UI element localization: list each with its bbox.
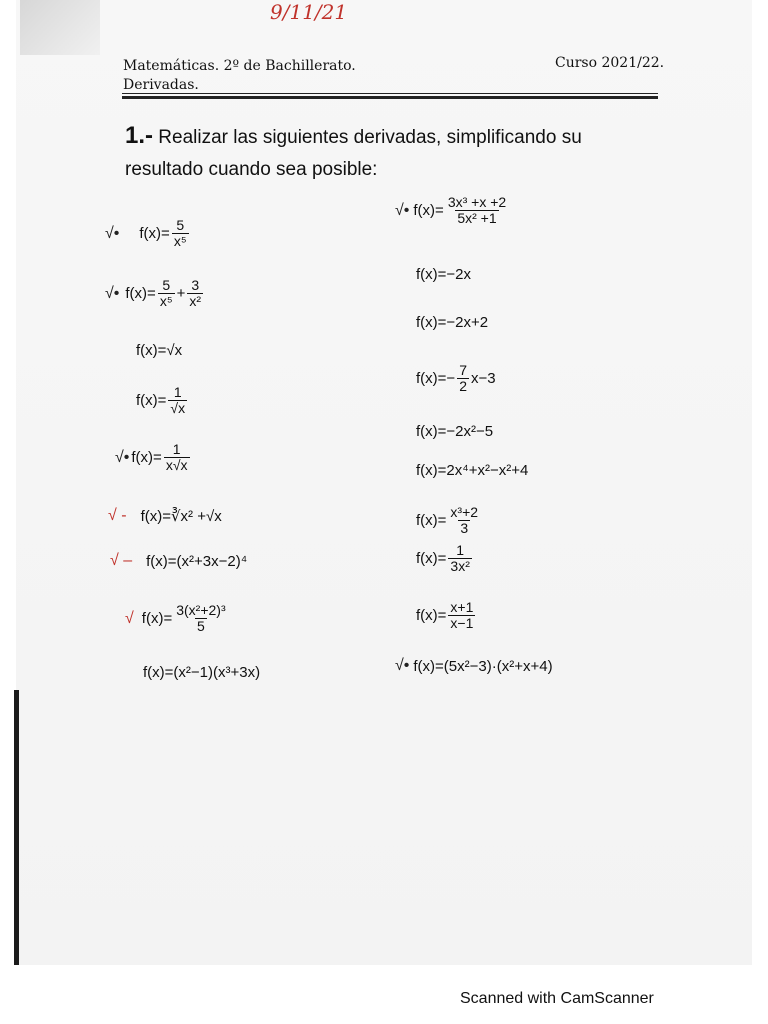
denominator: 3 (460, 520, 469, 536)
folded-corner (20, 0, 100, 55)
numerator: 1 (172, 441, 181, 457)
fraction (172, 218, 189, 249)
exercise-text: Realizar las siguientes derivadas, simplificando su resultado cuando sea posible: (125, 127, 582, 180)
fraction (174, 603, 227, 634)
check-mark: √• (395, 201, 410, 219)
scan-edge-shadow (14, 690, 19, 965)
left-item-1 (105, 218, 191, 249)
check-mark: √• (395, 657, 410, 674)
fraction (164, 442, 190, 473)
handwritten-date: 9/11/21 (270, 0, 348, 24)
exercise-number: 1.- (125, 122, 154, 149)
denominator: 5 (197, 618, 205, 634)
expression: f(x)=−2x (416, 266, 472, 283)
fraction (448, 543, 471, 574)
fraction (187, 278, 203, 309)
denominator: √x (170, 400, 186, 416)
numerator: 1 (173, 384, 182, 400)
left-item-3 (136, 342, 182, 359)
left-item-6 (108, 507, 222, 525)
header-course: Curso 2021/22. (555, 55, 665, 71)
right-item-1 (395, 195, 510, 226)
lhs: f(x)= (416, 550, 447, 567)
left-item-4 (136, 385, 189, 416)
right-item-6 (416, 462, 528, 479)
check-mark: √• (105, 224, 120, 242)
left-item-7 (110, 552, 247, 570)
expression: f(x)=(x²+3x−2)⁴ (146, 552, 248, 570)
check-mark: √ (125, 609, 134, 627)
expression: f(x)=(x²−1)(x³+3x) (143, 664, 261, 681)
expression: f(x)=−2x+2 (416, 314, 489, 331)
fraction (168, 385, 187, 416)
lhs: f(x)=− (416, 370, 456, 387)
right-item-2 (416, 266, 471, 283)
denominator: x√x (165, 457, 188, 473)
right-item-5 (416, 423, 493, 440)
plus-sign: + (176, 285, 186, 302)
fraction (448, 600, 475, 631)
numerator: 5 (162, 277, 171, 293)
expression: f(x)=2x⁴+x²−x²+4 (416, 462, 529, 479)
check-mark: √ – (110, 552, 133, 569)
right-item-9 (416, 600, 477, 631)
right-item-3 (416, 314, 488, 331)
tail: x−3 (470, 370, 496, 387)
numerator: 3 (191, 277, 200, 293)
header-subject: Matemáticas. 2º de Bachillerato. (123, 58, 356, 74)
exercise-statement (125, 120, 665, 186)
left-item-8 (125, 603, 230, 634)
lhs: f(x)= (141, 610, 173, 627)
left-item-9 (143, 664, 260, 681)
denominator: 5x² +1 (457, 210, 497, 226)
lhs: f(x)= (139, 225, 170, 242)
check-mark: √ - (108, 507, 127, 524)
lhs: f(x)= (413, 202, 444, 219)
fraction (446, 195, 508, 226)
left-item-5 (115, 442, 192, 473)
denominator: 3x² (450, 558, 470, 574)
denominator: x⁵ (173, 233, 187, 249)
right-item-10 (395, 657, 553, 675)
denominator: x−1 (450, 615, 474, 631)
header-topic: Derivadas. (123, 77, 199, 93)
camscanner-footer: Scanned with CamScanner (460, 990, 654, 1007)
lhs: f(x)= (416, 512, 447, 529)
lhs: f(x)= (131, 449, 162, 466)
expression: f(x)=∛x² +√x (140, 508, 222, 525)
right-item-4 (416, 363, 496, 394)
header-rule-thin (122, 93, 658, 94)
right-item-7 (416, 505, 482, 536)
fraction (448, 505, 480, 536)
numerator: 3x³ +x +2 (447, 194, 507, 210)
check-mark: √• (115, 448, 130, 466)
lhs: f(x)= (416, 607, 447, 624)
numerator: x+1 (450, 599, 474, 615)
numerator: x³+2 (450, 504, 479, 520)
fraction (158, 278, 175, 309)
expression: f(x)=(5x²−3)·(x²+x+4) (413, 657, 553, 675)
numerator: 5 (176, 217, 185, 233)
right-item-8 (416, 543, 474, 574)
lhs: f(x)= (136, 392, 167, 409)
expression: f(x)=−2x²−5 (416, 423, 494, 440)
denominator: x⁵ (159, 293, 173, 309)
fraction (457, 363, 469, 394)
left-item-2 (105, 278, 205, 309)
header-rule-thick (122, 96, 658, 99)
numerator: 7 (459, 362, 467, 378)
expression: f(x)=√x (136, 342, 183, 359)
lhs: f(x)= (125, 285, 156, 302)
check-mark: √• (105, 284, 120, 302)
numerator: 1 (456, 542, 465, 558)
denominator: x² (189, 293, 202, 309)
numerator: 3(x²+2)³ (176, 602, 226, 618)
denominator: 2 (459, 378, 467, 394)
